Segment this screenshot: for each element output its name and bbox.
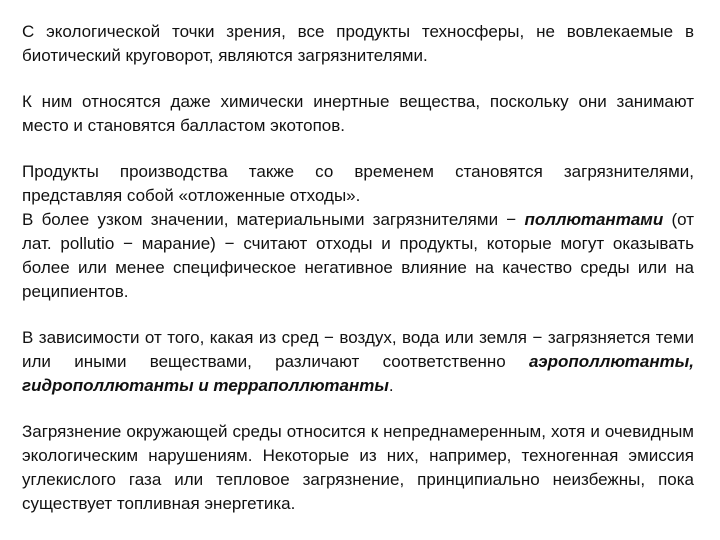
text-fragment: . bbox=[388, 376, 394, 395]
text-fragment: (от лат. pollutio − марание) − считают отходы и продукты, которые могут оказывать более или менее специфическое негативное влияние на качество среды или на реципиентов. bbox=[22, 210, 694, 301]
paragraph-inert-substances: К ним относятся даже химически инертные вещества, поскольку они занимают место и становятся балластом экотопов. bbox=[22, 92, 694, 135]
term-pollutants: поллютантами bbox=[524, 210, 664, 229]
paragraph-products-of-technosphere: С экологической точки зрения, все продукты техносферы, не вовлекаемые в биотический круговорот, являются загрязнителями. bbox=[22, 22, 694, 65]
term-pollutant-types: аэрополлютанты, гидрополлютанты и терраполлютанты bbox=[22, 352, 694, 395]
paragraph-gap bbox=[22, 68, 694, 90]
paragraph-deferred-waste: Продукты производства также со временем становятся загрязнителями, представляя собой «отложенные отходы». bbox=[22, 162, 694, 205]
paragraph-gap bbox=[22, 398, 694, 420]
paragraph-gap bbox=[22, 138, 694, 160]
text-fragment: В более узком значении, материальными загрязнителями − bbox=[22, 210, 525, 229]
text-fragment: В зависимости от того, какая из сред − воздух, вода или земля − загрязняется теми или иными веществами, различают соответственно bbox=[22, 328, 694, 371]
document-body bbox=[22, 20, 694, 516]
paragraph-environmental-pollution: Загрязнение окружающей среды относится к непреднамеренным, хотя и очевидным экологическим нарушениям. Некоторые из них, например, техногенная эмиссия углекислого газа или тепловое загрязнение, принципиально неизбежны, пока существует топливная энергетика. bbox=[22, 422, 694, 513]
paragraph-pollutant-types bbox=[22, 326, 694, 398]
paragraph-pollutants-definition bbox=[22, 208, 694, 304]
paragraph-gap bbox=[22, 304, 694, 326]
